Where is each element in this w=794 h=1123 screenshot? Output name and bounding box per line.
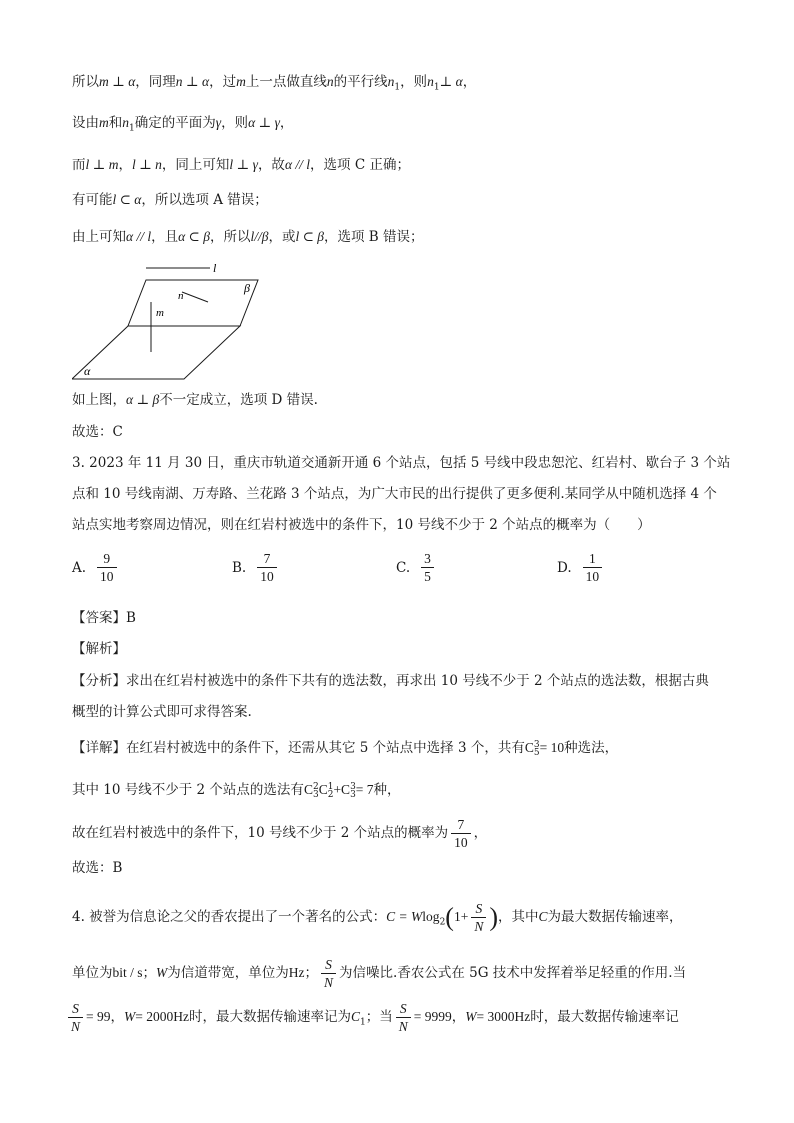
solution-line-1: 所以m ⊥ α，同理n ⊥ α，过m上一点做直线n的平行线$n_1$，则$n_1\perp$ α， (72, 74, 477, 93)
solution-line-3: 而l ⊥ m，l ⊥ n，同上可知l ⊥ γ，故α // l，选项 C 正确； (72, 157, 410, 173)
solution-line-4: 有可能l ⊂ α，所以选项 A 错误； (72, 192, 268, 208)
solution-line-2: 设由m和$n_1$确定的平面为γ，则α ⊥ γ， (72, 115, 294, 134)
question-3-line-1: 3. 2023 年 11 月 30 日，重庆市轨道交通新开通 6 个站点，包括 5 号线中段忠恕沱、红岩村、歇台子 3 个站 (72, 455, 731, 471)
option-d: D. $\frac{1}{10}$ (557, 550, 605, 585)
option-b: B. $\frac{7}{10}$ (232, 550, 280, 585)
line-n (182, 292, 208, 302)
xiangjie-line-1: 【详解】在红岩村被选中的条件下，还需从其它 5 个站点中选择 3 个，共有C 3 5 = 10种选法， (72, 739, 619, 758)
answer-line-q3: 【答案】B (72, 610, 136, 626)
solution-line-5: 由上可知α // l，且α ⊂ β，所以l//β，或l ⊂ β，选项 B 错误； (72, 229, 424, 245)
label-alpha: α (84, 364, 91, 378)
label-beta: β (244, 281, 250, 295)
solution-line-6: 如上图，α ⊥ β不一定成立，选项 D 错误. (72, 392, 318, 408)
label-n: n (178, 290, 184, 302)
answer-line-q2: 故选：C (72, 424, 123, 440)
plane-beta (128, 280, 258, 326)
question-4-line-1: 4. 被誉为信息论之父的香农提出了一个著名的公式：C = Wlog$_2$(1+ $\frac{S}{N}$ )，其中C为最大数据传输速率， (72, 901, 683, 934)
analysis-heading: 【解析】 (72, 641, 126, 657)
option-c: C. $\frac{3}{5}$ (396, 550, 437, 585)
xiangjie-line-2: 其中 10 号线不少于 2 个站点的选法有C 2 3 C 1 2 +C 3 3 = 7种， (72, 781, 401, 800)
fenxi-line-2: 概型的计算公式即可求得答案. (72, 704, 252, 720)
fenxi-line-1: 【分析】求出在红岩村被选中的条件下共有的选法数，再求出 10 号线不少于 2 个站点的选法数，根据古典 (72, 673, 709, 689)
label-m: m (156, 307, 164, 319)
plane-alpha (72, 326, 240, 379)
label-l: l (213, 261, 217, 275)
question-3-line-3: 站点实地考察周边情况，则在红岩村被选中的条件下，10 号线不少于 2 个站点的概率为（ ） (72, 517, 651, 533)
question-4-line-3: $\frac{S}{N}$ = 99，W= 2000Hz时，最大数据传输速率记为$C_1$；当 $\frac{S}{N}$ = 9999，W= 3000Hz时，最大数据传输速率记 (68, 1000, 679, 1035)
question-3-line-2: 点和 10 号线南湖、万寿路、兰花路 3 个站点，为广大市民的出行提供了更多便利.某同学从中随机选择 4 个 (72, 486, 717, 502)
xiangjie-line-3: 故在红岩村被选中的条件下，10 号线不少于 2 个站点的概率为 $\frac{7}{10}$ ， (72, 817, 488, 850)
geometry-figure (72, 258, 272, 382)
option-a: A. $\frac{9}{10}$ (72, 550, 120, 585)
answer-line-q3-final: 故选：B (72, 860, 123, 876)
question-4-line-2: 单位为bit / s；W为信道带宽，单位为Hz； $\frac{S}{N}$ 为信噪比.香农公式在 5G 技术中发挥着举足轻重的作用.当 (72, 957, 687, 990)
